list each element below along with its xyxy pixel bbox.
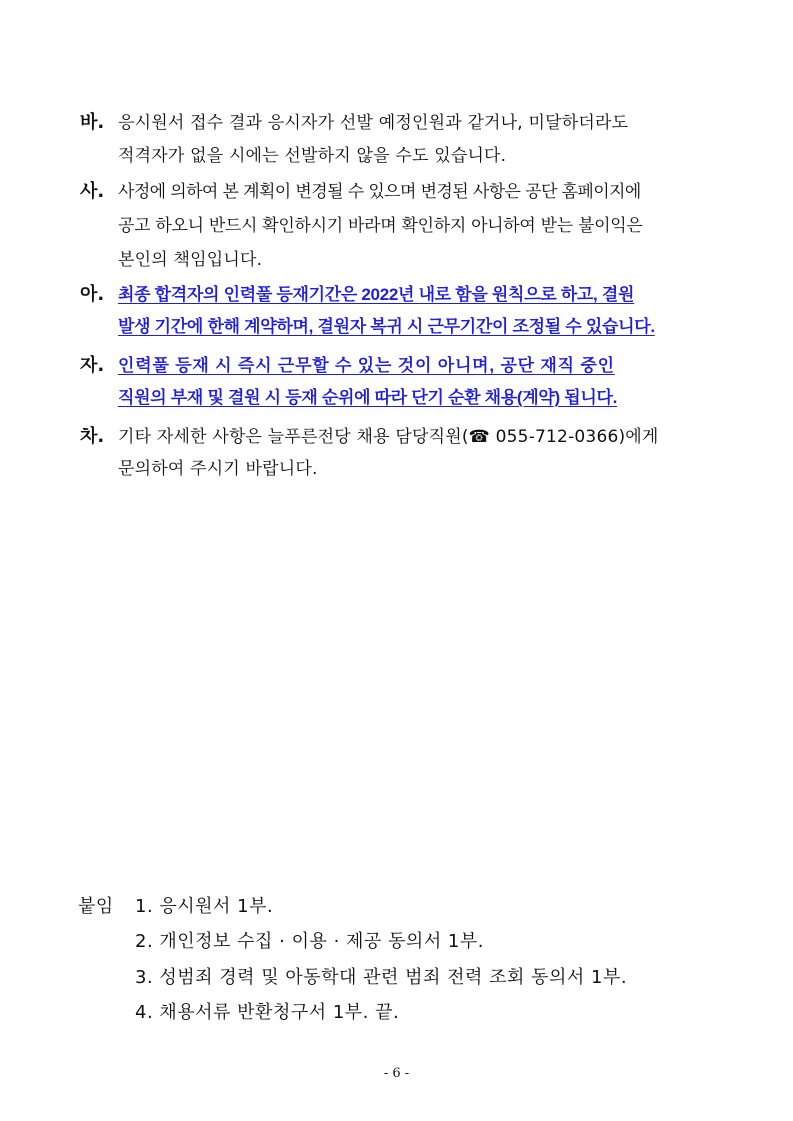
item-marker: 차. [80, 426, 105, 447]
item-marker: 아. [80, 284, 105, 305]
item-text-line: 적격자가 없을 시에는 선발하지 않을 수도 있습니다. [118, 146, 507, 166]
item-text-line: 본인의 책임입니다. [118, 250, 263, 270]
item-text-line: 응시원서 접수 결과 응시자가 선발 예정인원과 같거나, 미달하더라도 [118, 113, 629, 133]
item-text-line: 기타 자세한 사항은 늘푸른전당 채용 담당직원(☎ 055-712-0366)에게 [118, 427, 659, 447]
item-text-line: 문의하여 주시기 바랍니다. [118, 459, 318, 479]
item-marker: 바. [80, 112, 105, 133]
attachment-item: 3. 성범죄 경력 및 아동학대 관련 범죄 전력 조회 동의서 1부. [135, 967, 628, 988]
item-text-line: 공고 하오니 반드시 확인하시기 바라며 확인하지 아니하여 받는 불이익은 [118, 216, 643, 236]
item-marker: 사. [80, 181, 105, 202]
page-number: - 6 - [383, 1066, 410, 1081]
attachments-label: 붙임 [78, 896, 114, 917]
item-text-line: 사정에 의하여 본 계획이 변경될 수 있으며 변경된 사항은 공단 홈페이지에 [118, 182, 641, 202]
emphasized-text-line: 직원의 부재 및 결원 시 등재 순위에 따라 단기 순환 채용(계약) 됩니다. [118, 388, 618, 407]
attachment-item: 4. 채용서류 반환청구서 1부. 끝. [135, 1002, 400, 1023]
attachment-item: 2. 개인정보 수집 · 이용 · 제공 동의서 1부. [135, 931, 484, 952]
emphasized-text-line: 최종 합격자의 인력풀 등재기간은 2022년 내로 함을 원칙으로 하고, 결원 [118, 285, 635, 304]
emphasized-text-line: 인력풀 등재 시 즉시 근무할 수 있는 것이 아니며, 공단 재직 중인 [118, 356, 615, 375]
item-marker: 자. [80, 355, 105, 376]
emphasized-text-line: 발생 기간에 한해 계약하며, 결원자 복귀 시 근무기간이 조정될 수 있습니다. [118, 317, 655, 336]
attachment-item: 1. 응시원서 1부. [135, 896, 274, 917]
